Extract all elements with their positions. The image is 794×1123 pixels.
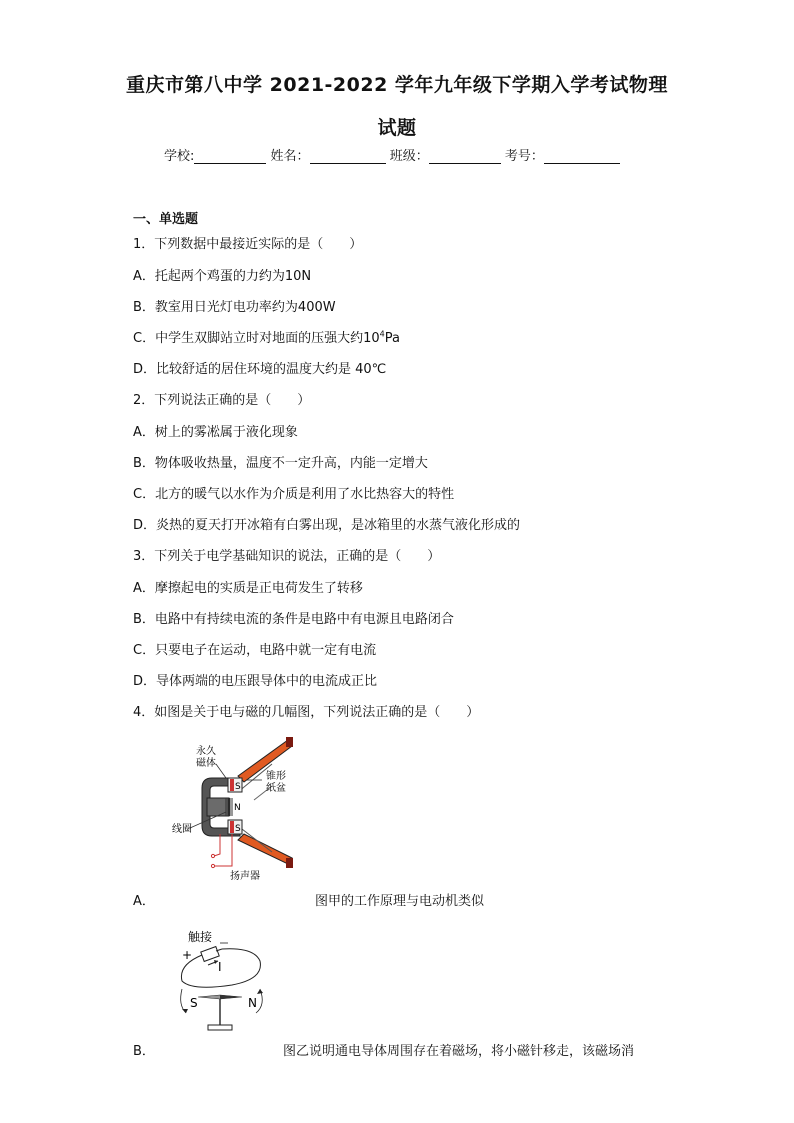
pole-s-bottom-label: S: [235, 824, 241, 834]
cone-lower-arm: [238, 834, 292, 864]
pole-n-label: N: [234, 803, 241, 813]
class-blank[interactable]: [429, 149, 501, 164]
oersted-diagram: [172, 925, 282, 1040]
name-blank[interactable]: [310, 149, 386, 164]
q2-option-b: B．物体吸收热量，温度不一定升高，内能一定增大: [133, 456, 428, 471]
q4-option-a-label: A．: [133, 894, 155, 909]
q4-option-b-text: 图乙说明通电导体周围存在着磁场，将小磁针移走，该磁场消: [283, 1044, 635, 1059]
cone-bottom-tip: [286, 858, 293, 868]
q4-option-a-text: 图甲的工作原理与电动机类似: [315, 894, 485, 909]
student-info-row: [164, 145, 620, 164]
q1-option-b: B．教室用日光灯电功率约为400W: [133, 300, 336, 315]
school-blank[interactable]: [194, 149, 266, 164]
q1-option-d: D．比较舒适的居住环境的温度大约是 40℃: [133, 362, 387, 377]
number-blank[interactable]: [544, 149, 620, 164]
q3-option-c: C．只要电子在运动，电路中就一定有电流: [133, 643, 377, 658]
name-label: 姓名：: [270, 149, 310, 164]
cone-top-tip: [286, 737, 293, 747]
q3-stem: 3．下列关于电学基础知识的说法，正确的是（ ）: [133, 549, 441, 564]
q3-option-a: A．摩擦起电的实质是正电荷发生了转移: [133, 581, 363, 596]
label-coil: 线圈: [172, 824, 192, 835]
q3-option-b: B．电路中有持续电流的条件是电路中有电源且电路闭合: [133, 612, 454, 627]
class-label: 班级：: [389, 149, 429, 164]
q2-option-a: A．树上的雾凇属于液化现象: [133, 425, 298, 440]
q4-stem: 4．如图是关于电与磁的几幅图，下列说法正确的是（ ）: [133, 705, 480, 720]
q1-option-a: A．托起两个鸡蛋的力约为10N: [133, 269, 312, 284]
q3-option-d: D．导体两端的电压跟导体中的电流成正比: [133, 674, 378, 689]
q2-option-c: C．北方的暖气以水作为介质是利用了水比热容大的特性: [133, 487, 455, 502]
compass-stand: [208, 1025, 232, 1030]
label-touch: 触接: [188, 930, 213, 944]
section-heading: 一、单选题: [133, 212, 199, 227]
label-n: N: [248, 996, 257, 1010]
label-plus: +: [182, 948, 193, 962]
q2-stem: 2．下列说法正确的是（ ）: [133, 393, 311, 408]
label-speaker: 扬声器: [230, 871, 260, 882]
label-cone-2: 纸盆: [266, 783, 286, 794]
q2-option-d: D．炎热的夏天打开冰箱有白雾出现，是冰箱里的水蒸气液化形成的: [133, 518, 521, 533]
title-line-2: 试题: [377, 117, 417, 139]
q4-option-b-label: B．: [133, 1044, 155, 1059]
title-line-1: 重庆市第八中学 2021-2022 学年九年级下学期入学考试物理: [126, 74, 668, 96]
pole-s-top-label: S: [235, 782, 241, 792]
q1-option-c: C．中学生双脚站立时对地面的压强大约$10^4Pa$: [133, 329, 400, 346]
label-magnet: 永久: [196, 746, 216, 757]
label-cone: 锥形: [266, 771, 286, 782]
number-label: 考号：: [504, 149, 544, 164]
q1-stem: 1．下列数据中最接近实际的是（ ）: [133, 237, 363, 252]
label-magnet-2: 磁体: [196, 758, 216, 769]
speaker-diagram: [160, 734, 300, 884]
label-s: S: [190, 996, 198, 1010]
school-label: 学校:: [164, 149, 195, 164]
battery: [201, 947, 219, 962]
label-current: I: [218, 960, 222, 974]
